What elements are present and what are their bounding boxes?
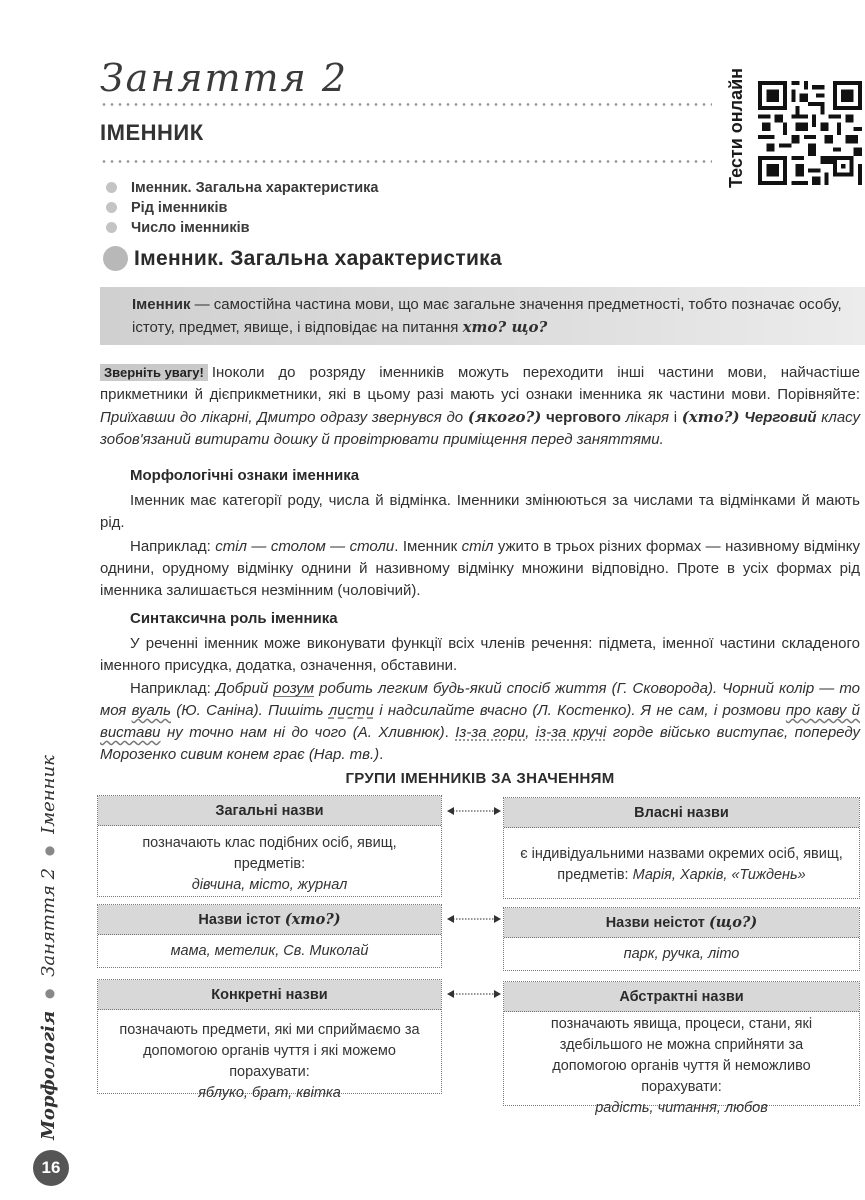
qr-code-icon[interactable] <box>758 80 862 186</box>
group-header: Назви неістот (що?) <box>504 908 859 938</box>
separator-dot-icon: ● <box>42 845 56 857</box>
group-body: є індивідуальними назвами окремих осіб, явищ, предметів: Марія, Харків, «Тиждень» <box>520 846 843 883</box>
section-bullet-icon <box>103 246 128 271</box>
running-header: Морфологія ● Заняття 2 ● Іменник <box>38 755 59 1140</box>
group-body: мама, метелик, Св. Миколай <box>170 943 369 959</box>
bullet-icon <box>106 182 117 193</box>
group-body: позначають клас подібних осіб, явищ, предметів: дівчина, місто, журнал <box>142 835 397 893</box>
syntax-example-paragraph: Наприклад: Добрий розум робить легким будь-який спосіб життя (Г. Сковорода). Чорний колір — то моя вуаль (Ю. Саніна). Пишіть листи і надсилайте вчасно (Л. Костенко). Я не сам, і розмови про каву й вистави ну точно нам ні до чого (А. Хливнюк). Із-за гори, із-за кручі горде військо виступає, попереду Морозенко сивим конем грає (Нар. тв.). <box>100 680 861 763</box>
morphology-paragraph: Іменник має категорії роду, числа й відмінка. Іменники змінюються за числами та відмінками й мають рід. <box>100 492 860 531</box>
lesson-title: Заняття 2 <box>100 56 349 100</box>
qr-label: Тести онлайн <box>726 67 746 188</box>
groups-title: ГРУПИ ІМЕННИКІВ ЗА ЗНАЧЕННЯМ <box>345 770 615 787</box>
notice-badge: Зверніть увагу! <box>100 364 208 381</box>
page-number: 16 <box>33 1150 69 1186</box>
group-header: Конкретні назви <box>98 980 441 1010</box>
section-heading: Іменник. Загальна характеристика <box>103 246 502 271</box>
group-box-proper-nouns <box>503 797 860 899</box>
morphology-heading: Морфологічні ознаки іменника <box>130 467 360 484</box>
definition-text: — самостійна частина мови, що має загальне значення предметності, тобто позначає особу, істоту, предмет, явище, і відповідає на питання <box>132 296 842 336</box>
group-body: позначають предмети, які ми сприймаємо за допомогою органів чуття і які можемо порахувати: яблуко, брат, квітка <box>119 1022 420 1101</box>
separator-dot-icon: ● <box>42 988 56 1000</box>
group-box-inanimate-nouns <box>503 907 860 971</box>
group-header: Назви істот (хто?) <box>98 905 441 935</box>
group-body: позначають явища, процеси, стани, які здебільшого не можна сприйняти за допомогою органів чуття й неможливо порахувати: радість, читання, любов <box>550 1016 813 1116</box>
notice-paragraph: Зверніть увагу! Іноколи до розряду іменників можуть переходити інші частини мови, найчастіше прикметники й дієприкметники, які в цьому разі мають усі ознаки іменника як частини мови. Порівняйте: Приїхавши до лікарні, Дмитро одразу звернувся до (якого?) чергового лікаря і (хто?) Черговий класу зобов'язаний витирати дошку й провітрювати приміщення перед заняттями. <box>100 364 861 448</box>
dotted-divider <box>100 103 712 106</box>
group-header: Власні назви <box>504 798 859 828</box>
definition-term: Іменник <box>132 296 191 313</box>
dotted-divider <box>100 160 712 163</box>
group-box-concrete-nouns <box>97 979 442 1101</box>
toc-item[interactable]: Іменник. Загальна характеристика <box>106 178 378 198</box>
bullet-icon <box>106 222 117 233</box>
group-box-common-nouns <box>97 795 442 897</box>
topic-title: ІМЕННИК <box>100 120 204 145</box>
group-header: Загальні назви <box>98 796 441 826</box>
lesson-contents <box>106 178 378 238</box>
double-arrow-icon <box>447 914 501 924</box>
bullet-icon <box>106 202 117 213</box>
group-body: парк, ручка, літо <box>623 946 740 962</box>
online-tests-qr[interactable] <box>726 67 862 192</box>
syntax-paragraph: У реченні іменник може виконувати функції всіх членів речення: підмета, іменної частини складеного іменного присудка, додатка, означення, обставини. <box>100 635 860 674</box>
double-arrow-icon <box>447 989 501 999</box>
toc-item[interactable]: Число іменників <box>106 218 378 238</box>
double-arrow-icon <box>447 806 501 816</box>
group-box-animate-nouns <box>97 904 442 968</box>
definition-questions: хто? що? <box>462 318 548 336</box>
morphology-example-paragraph: Наприклад: стіл — столом — столи. Іменник стіл ужито в трьох різних формах — називному відмінку однини, орудному відмінку однини й називному відмінку множини відповідно. Проте в усіх формах рід іменника залишається незмінним (чоловічий). <box>100 538 861 599</box>
definition-box <box>100 287 865 345</box>
group-box-abstract-nouns <box>503 981 860 1116</box>
syntax-heading: Синтаксична роль іменника <box>130 610 338 627</box>
group-header: Абстрактні назви <box>504 982 859 1012</box>
toc-item[interactable]: Рід іменників <box>106 198 378 218</box>
